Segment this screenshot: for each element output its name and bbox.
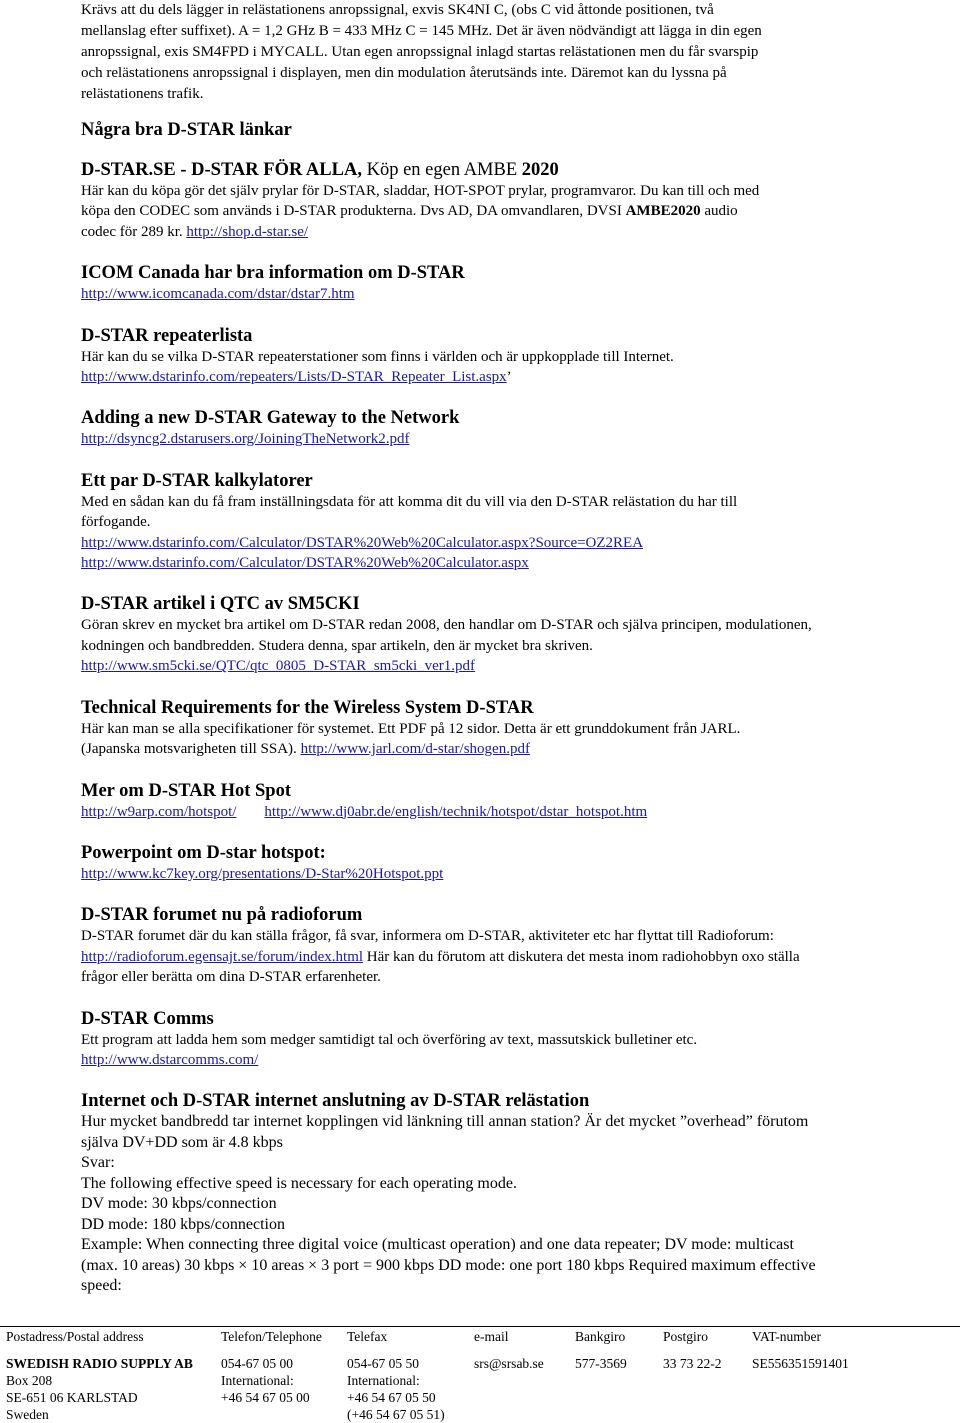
footer-telefax-line: International: [347,1373,420,1388]
footer-email-col [474,1328,544,1372]
forum-title: D-STAR forumet nu på radioforum [81,905,363,926]
repeater-section [81,325,957,388]
repeater-text: Här kan du se vilka D-STAR repeaterstationer som finns i världen och är uppkopplade till Internet. [81,348,674,365]
footer-bankgiro-col [575,1328,627,1372]
dj0abr-link[interactable]: http://www.dj0abr.de/english/technik/hotspot/dstar_hotspot.htm [264,803,648,820]
footer-bankgiro: 577-3569 [575,1356,627,1371]
qtc-line: Göran skrev en mycket bra artikel om D-STAR redan 2008, den handlar om D-STAR och själva principen, modulationen, [81,617,812,634]
tech-section [81,697,957,760]
dstar-se-line [81,222,957,242]
internet-title: Internet och D-STAR internet anslutning av D-STAR relästation [81,1091,590,1112]
dstar-se-section [81,159,957,242]
ambe-bold: AMBE2020 [625,203,701,220]
footer-telefax-col [347,1328,445,1423]
hotspot-links [81,802,957,822]
footer-postgiro-col [663,1328,722,1372]
footer-postgiro: 33 73 22-2 [663,1356,722,1371]
qtc-link[interactable]: http://www.sm5cki.se/QTC/qtc_0805_D-STAR_sm5cki_ver1.pdf [81,658,476,675]
dstar-se-line: Här kan du köpa gör det själv prylar för D-STAR, sladdar, HOT-SPOT prylar, programvaror. Du kan till och med [81,183,760,199]
calc-line: förfogande. [81,514,151,531]
w9arp-link[interactable]: http://w9arp.com/hotspot/ [81,803,237,820]
footer-telephone-col [221,1328,322,1406]
calc-line: Med en sådan kan du få fram inställningsdata för att komma dit du vill via den D-STAR relästation du har till [81,493,738,510]
qtc-title: D-STAR artikel i QTC av SM5CKI [81,594,360,615]
footer-address-col [6,1328,193,1423]
footer-header-vat: VAT-number [752,1329,822,1344]
internet-line: själva DV+DD som är 4.8 kbps [81,1133,283,1151]
links-heading: Några bra D-STAR länkar [81,120,292,140]
ppt-section [81,842,957,884]
forum-line: D-STAR forumet där du kan ställa frågor, få svar, informera om D-STAR, aktiviteter etc har flyttat till Radioforum: [81,928,774,945]
tech-line: Här kan man se alla specifikationer för systemet. Ett PDF på 12 sidor. Detta är ett grunddokument från JARL. [81,720,741,737]
icom-title: ICOM Canada har bra information om D-STAR [81,263,465,284]
footer-vat-col [752,1328,849,1372]
dstar-se-line2-end: audio [700,203,738,220]
qtc-section [81,593,957,676]
repeater-title: D-STAR repeaterlista [81,325,253,346]
comms-link[interactable]: http://www.dstarcomms.com/ [81,1051,259,1068]
radioforum-link[interactable]: http://radioforum.egensajt.se/forum/index.html [81,948,364,965]
forum-line: frågor eller berätta om dina D-STAR erfarenheter. [81,969,381,986]
internet-line: speed: [81,1277,122,1295]
internet-line: (max. 10 areas) 30 kbps × 10 areas × 3 port = 900 kbps DD mode: one port 180 kbps Required maximum effective [81,1256,816,1274]
icom-link[interactable]: http://www.icomcanada.com/dstar/dstar7.htm [81,286,355,303]
calc-link-2[interactable]: http://www.dstarinfo.com/Calculator/DSTAR%20Web%20Calculator.aspx [81,555,529,572]
shop-link[interactable]: http://shop.d-star.se/ [186,223,309,240]
intro-line: mellanslag efter suffixet). A = 1,2 GHz B = 433 MHz C = 145 MHz. Det är även nödvändigt att lägga in din egen [81,23,762,39]
calc-title: Ett par D-STAR kalkylatorer [81,470,313,491]
footer-header-postgiro: Postgiro [663,1329,709,1344]
calc-section [81,470,957,574]
forum-line2-text: Här kan du förutom att diskutera det mesta inom radiohobbyn oxo ställa [363,948,800,965]
internet-line: DV mode: 30 kbps/connection [81,1195,277,1213]
internet-line: Hur mycket bandbredd tar internet kopplingen vid länkning till annan station? Är det mycket ”overhead” förutom [81,1113,809,1131]
tech-line2-text: (Japanska motsvarigheten till SSA). [81,741,301,758]
tech-title: Technical Requirements for the Wireless System D-STAR [81,697,534,718]
ppt-title: Powerpoint om D-star hotspot: [81,842,326,863]
footer-header-telefax: Telefax [347,1329,388,1344]
dstar-se-title [81,159,957,181]
gateway-section [81,407,957,449]
document-body [81,0,957,1297]
forum-line [81,947,957,967]
dstar-se-title-normal: Köp en egen AMBE [366,160,522,180]
repeater-link-suffix: ’ [506,369,512,386]
intro-paragraph [81,0,957,105]
dstar-se-title-bold: D-STAR.SE - D-STAR FÖR ALLA, [81,160,367,180]
hotspot-section [81,780,957,822]
intro-line: Krävs att du dels lägger in relästationens anropssignal, exvis SK4NI C, (obs C vid åttonde positionen, två [81,2,714,18]
repeater-link-line [81,367,957,387]
qtc-line: kodningen och bandbredden. Studera denna, spar artikeln, den är mycket bra skriven. [81,637,593,654]
internet-line: DD mode: 180 kbps/connection [81,1215,285,1233]
tech-line [81,739,957,759]
internet-section [81,1090,957,1297]
intro-line: anropssignal, exis SM4FPD i MYCALL. Utan egen anropssignal inlagd startas relästationen men du får svarspip [81,44,759,60]
footer-header-telephone: Telefon/Telephone [221,1329,322,1344]
footer-telefax-line: 054-67 05 50 [347,1356,419,1371]
internet-line: Svar: [81,1154,115,1172]
footer-company: SWEDISH RADIO SUPPLY AB [6,1356,193,1371]
dstar-se-line2-text: köpa den CODEC som används i D-STAR produkterna. Dvs AD, DA omvandlaren, DVSI [81,203,626,220]
gateway-link[interactable]: http://dsyncg2.dstarusers.org/JoiningTheNetwork2.pdf [81,431,410,448]
footer-telephone-line: 054-67 05 00 [221,1356,293,1371]
dstar-se-title-year: 2020 [521,160,559,180]
footer-vat: SE556351591401 [752,1356,849,1371]
footer-telephone-line: +46 54 67 05 00 [221,1390,310,1405]
footer-header-email: e-mail [474,1329,509,1344]
footer-divider [0,1326,960,1327]
ppt-link[interactable]: http://www.kc7key.org/presentations/D-Star%20Hotspot.ppt [81,865,444,882]
footer-address-line: Box 208 [6,1373,53,1388]
footer-address-line: SE-651 06 KARLSTAD [6,1390,138,1405]
comms-text: Ett program att ladda hem som medger samtidigt tal och överföring av text, massutskick bulletiner etc. [81,1031,698,1048]
intro-line: och relästationens anropssignal i displayen, men din modulation återutsänds inte. Däremot kan du lyssna på [81,65,727,81]
dstar-se-line3-text: codec för 289 kr. [81,223,187,240]
forum-section [81,904,957,987]
footer-header-address: Postadress/Postal address [6,1329,144,1344]
footer-address-line: Sweden [6,1407,49,1422]
intro-line: relästationens trafik. [81,86,204,102]
calc-link-1[interactable]: http://www.dstarinfo.com/Calculator/DSTAR%20Web%20Calculator.aspx?Source=OZ2REA [81,534,644,551]
footer-telefax-line: (+46 54 67 05 51) [347,1407,445,1422]
internet-line: The following effective speed is necessary for each operating mode. [81,1174,517,1192]
icom-section [81,262,957,304]
hotspot-title: Mer om D-STAR Hot Spot [81,780,291,801]
gateway-title: Adding a new D-STAR Gateway to the Network [81,408,460,429]
jarl-link[interactable]: http://www.jarl.com/d-star/shogen.pdf [300,741,530,758]
internet-line: Example: When connecting three digital voice (multicast operation) and one data repeater; DV mode: multicast [81,1236,794,1254]
footer-email: srs@srsab.se [474,1356,544,1371]
comms-title: D-STAR Comms [81,1008,214,1029]
footer-telephone-line: International: [221,1373,294,1388]
footer-header-bankgiro: Bankgiro [575,1329,626,1344]
footer-telefax-line: +46 54 67 05 50 [347,1390,436,1405]
repeater-link[interactable]: http://www.dstarinfo.com/repeaters/Lists/D-STAR_Repeater_List.aspx [81,369,507,386]
comms-section [81,1008,957,1071]
dstar-se-line [81,201,957,221]
links-section [81,119,957,141]
